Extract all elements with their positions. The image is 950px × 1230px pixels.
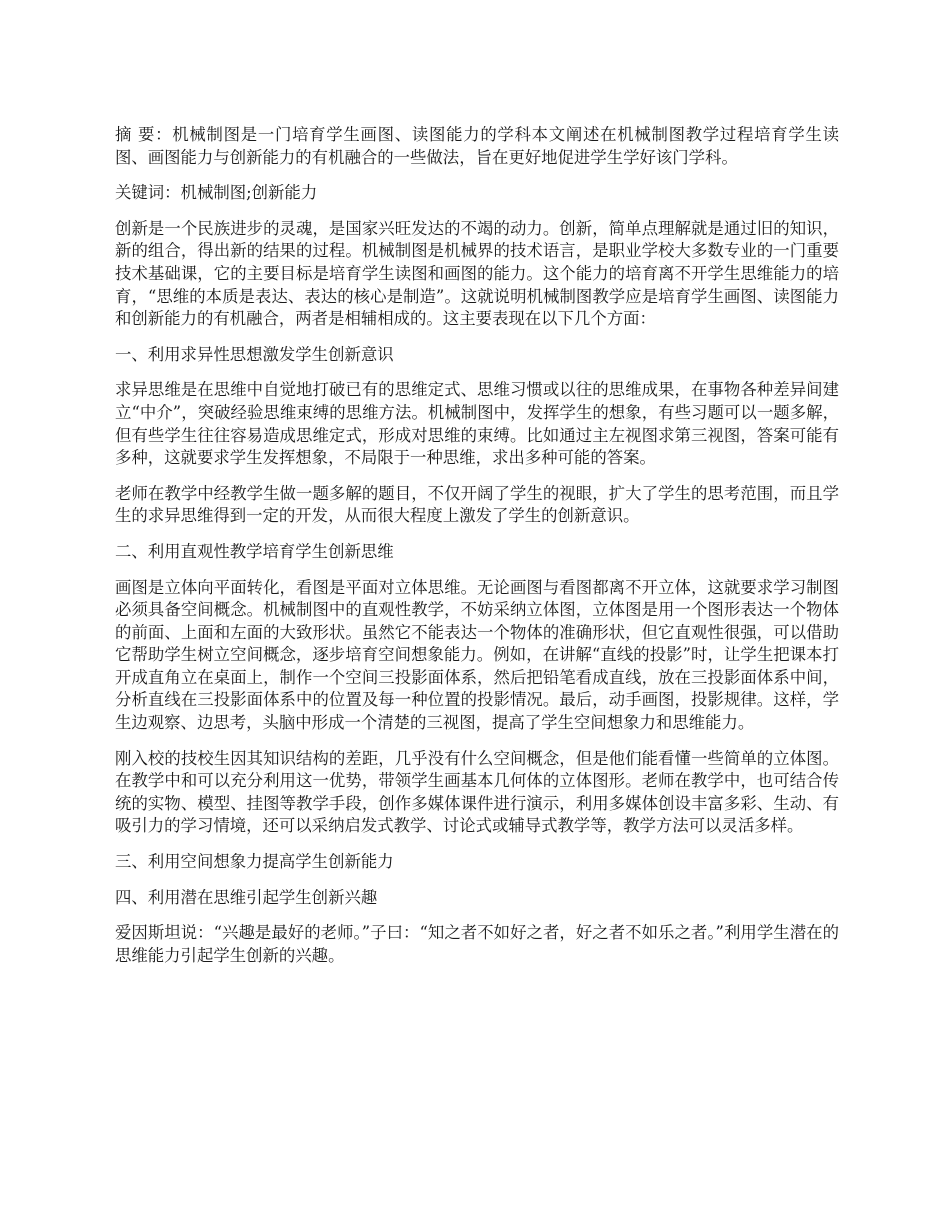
section-heading-2: 二、利用直观性教学培育学生创新思维 xyxy=(115,541,394,561)
section-1-paragraph-2: 老师在教学中经教学生做一题多解的题目，不仅开阔了学生的视眼，扩大了学生的思考范围，而且学生的求异思维得到一定的开发，从而很大程度上激发了学生的创新意识。 xyxy=(115,483,839,526)
intro-paragraph: 创新是一个民族进步的灵魂，是国家兴旺发达的不竭的动力。创新，简单点理解就是通过旧的知识，新的组合，得出新的结果的过程。机械制图是机械界的技术语言，是职业学校大多数专业的一门重要技术基础课，它的主要目标是培育学生读图和画图的能力。这个能力的培育离不开学生思维能力的培育，“思维的本质是表达、表达的核心是制造”。这就说明机械制图教学应是培育学生画图、读图能力和创新能力的有机融合，两者是相辅相成的。这主要表现在以下几个方面： xyxy=(115,218,839,329)
section-1-paragraph-1: 求异思维是在思维中自觉地打破已有的思维定式、思维习惯或以往的思维成果，在事物各种差异间建立“中介”，突破经验思维束缚的思维方法。机械制图中，发挥学生的想象，有些习题可以一题多解，但有些学生往往容易造成思维定式，形成对思维的束缚。比如通过主左视图求第三视图，答案可能有多种，这就要求学生发挥想象，不局限于一种思维，求出多种可能的答案。 xyxy=(115,380,839,468)
section-heading-1: 一、利用求异性思想激发学生创新意识 xyxy=(115,344,394,364)
keywords-line: 关键词：机械制图;创新能力 xyxy=(115,183,318,203)
section-heading-4: 四、利用潜在思维引起学生创新兴趣 xyxy=(115,887,378,907)
section-4-paragraph-1: 爱因斯坦说：“兴趣是最好的老师。”子曰：“知之者不如好之者，好之者不如乐之者。”利用学生潜在的思维能力引起学生创新的兴趣。 xyxy=(115,923,839,965)
section-2-paragraph-1: 画图是立体向平面转化，看图是平面对立体思维。无论画图与看图都离不开立体，这就要求学习制图必须具备空间概念。机械制图中的直观性教学，不妨采纳立体图，立体图是用一个图形表达一个物体的前面、上面和左面的大致形状。虽然它不能表达一个物体的准确形状，但它直观性很强，可以借助它帮助学生树立空间概念，逐步培育空间想象能力。例如，在讲解“直线的投影”时，让学生把课本打开成直角立在桌面上，制作一个空间三投影面体系，然后把铅笔看成直线，放在三投影面体系中间，分析直线在三投影面体系中的位置及每一种位置的投影情况。最后，动手画图，投影规律。这样，学生边观察、边思考，头脑中形成一个清楚的三视图，提高了学生空间想象力和思维能力。 xyxy=(115,577,839,733)
section-2-paragraph-2: 刚入校的技校生因其知识结构的差距，几乎没有什么空间概念，但是他们能看懂一些简单的立体图。在教学中和可以充分利用这一优势，带领学生画基本几何体的立体图形。老师在教学中，也可结合传统的实物、模型、挂图等教学手段，创作多媒体课件进行演示，利用多媒体创设丰富多彩、生动、有吸引力的学习情境，还可以采纳启发式教学、讨论式或辅导式教学等，教学方法可以灵活多样。 xyxy=(115,748,839,836)
section-heading-3: 三、利用空间想象力提高学生创新能力 xyxy=(115,852,394,872)
document-body xyxy=(115,124,839,980)
abstract-paragraph: 摘 要：机械制图是一门培育学生画图、读图能力的学科本文阐述在机械制图教学过程培育学生读图、画图能力与创新能力的有机融合的一些做法，旨在更好地促进学生学好该门学科。 xyxy=(115,125,839,167)
